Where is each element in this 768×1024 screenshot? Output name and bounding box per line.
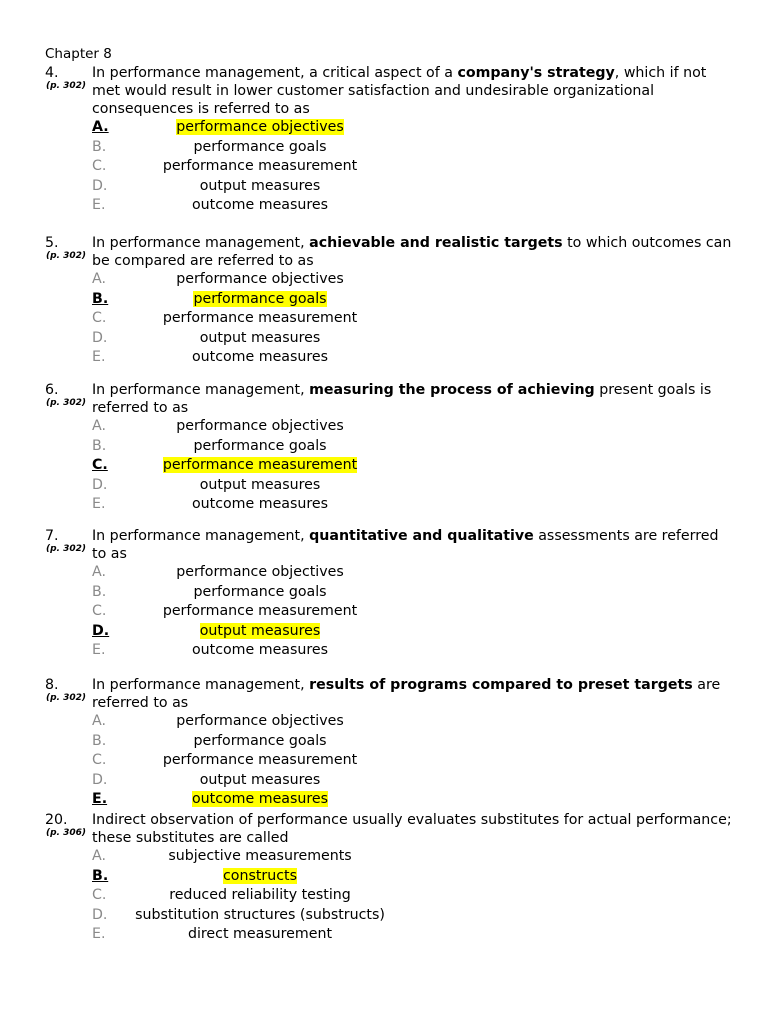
choice-text-wrapper — [0, 790, 520, 808]
choice-text: direct measurement — [187, 926, 333, 943]
choice-text-wrapper — [0, 906, 520, 924]
choice-text-wrapper — [0, 270, 520, 288]
stem-text: In performance management, a critical aspect of a — [92, 65, 458, 81]
choice-text: performance measurement — [162, 603, 358, 620]
choice-letter: A. — [92, 418, 106, 434]
answer-choice — [0, 771, 768, 791]
choice-letter: E. — [92, 926, 106, 943]
choice-text: performance measurement — [162, 752, 358, 769]
page-reference: (p. 306) — [46, 828, 87, 838]
stem-text: In performance management, — [92, 382, 310, 398]
choice-text: performance goals — [193, 437, 327, 454]
choice-text-wrapper — [0, 309, 520, 327]
answer-choice — [0, 348, 768, 368]
question-stem — [92, 234, 732, 270]
choice-letter: A. — [92, 564, 106, 580]
choice-letter: C. — [92, 457, 108, 474]
choice-text-wrapper — [0, 196, 520, 214]
answer-choice — [0, 641, 768, 661]
choice-text-wrapper — [0, 138, 520, 156]
page-reference: (p. 302) — [46, 251, 87, 261]
question-number: 5. — [45, 235, 59, 251]
stem-emphasis: quantitative and qualitative — [309, 528, 534, 544]
choice-text-wrapper — [0, 118, 520, 136]
choice-text: performance objectives — [176, 271, 344, 287]
choice-text-wrapper — [0, 732, 520, 750]
choice-letter: D. — [92, 771, 108, 788]
stem-text: to which outcomes can be compared are referred to as — [92, 235, 732, 269]
stem-text: are referred to as — [92, 677, 721, 711]
choice-text-wrapper — [0, 602, 520, 620]
answer-choice — [0, 925, 768, 945]
highlighted-answer-text: performance goals — [193, 290, 327, 307]
question-stem — [92, 676, 732, 712]
choice-text-wrapper — [0, 157, 520, 175]
question-number: 20. — [45, 812, 68, 828]
choice-text: outcome measures — [191, 642, 329, 659]
answer-choice — [0, 417, 768, 437]
question-stem — [92, 381, 732, 417]
choice-text: outcome measures — [191, 349, 329, 366]
correct-choice — [0, 118, 768, 138]
stem-text: In performance management, — [92, 528, 310, 544]
stem-text: Indirect observation of performance usually evaluates substitutes for actual performance; these substitutes are called — [92, 812, 732, 846]
answer-choice — [0, 495, 768, 515]
question-number: 7. — [45, 528, 59, 544]
answer-choice — [0, 270, 768, 290]
answer-choice — [0, 309, 768, 329]
answer-choice — [0, 583, 768, 603]
answer-choice — [0, 602, 768, 622]
choice-letter: E. — [92, 642, 106, 659]
choice-text-wrapper — [0, 177, 520, 195]
choice-text-wrapper — [0, 622, 520, 640]
choice-text: subjective measurements — [168, 848, 352, 864]
correct-choice — [0, 456, 768, 476]
page-reference: (p. 302) — [46, 398, 87, 408]
choice-text-wrapper — [0, 771, 520, 789]
choice-letter: C. — [92, 158, 107, 175]
correct-choice — [0, 867, 768, 887]
choice-text: reduced reliability testing — [169, 887, 351, 904]
choice-letter: C. — [92, 752, 107, 769]
choice-text: output measures — [199, 476, 321, 493]
choice-letter: D. — [92, 622, 110, 639]
choice-letter: B. — [92, 138, 107, 155]
choice-letter: B. — [92, 867, 109, 884]
answer-choice — [0, 886, 768, 906]
stem-emphasis: achievable and realistic targets — [309, 235, 563, 251]
correct-choice — [0, 290, 768, 310]
stem-text: , which if not met would result in lower customer satisfaction and undesirable organizational consequences is referred to as — [92, 65, 707, 117]
choice-text: performance goals — [193, 138, 327, 155]
choice-text: output measures — [199, 771, 321, 788]
choice-text: performance objectives — [176, 418, 344, 434]
choice-text-wrapper — [0, 583, 520, 601]
choice-letter: E. — [92, 791, 108, 808]
choice-text: performance objectives — [176, 713, 344, 729]
correct-choice — [0, 622, 768, 642]
choice-text-wrapper — [0, 417, 520, 435]
answer-choice — [0, 847, 768, 867]
stem-text: In performance management, — [92, 235, 310, 251]
page-reference: (p. 302) — [46, 81, 87, 91]
answer-choice — [0, 329, 768, 349]
choice-text-wrapper — [0, 476, 520, 494]
choice-text-wrapper — [0, 563, 520, 581]
choice-text-wrapper — [0, 290, 520, 308]
choice-text-wrapper — [0, 348, 520, 366]
highlighted-answer-text: performance objectives — [176, 119, 344, 135]
choice-letter: A. — [92, 848, 106, 864]
choice-text-wrapper — [0, 641, 520, 659]
choice-text: performance measurement — [162, 158, 358, 175]
choice-letter: A. — [92, 119, 109, 135]
answer-choice — [0, 157, 768, 177]
choice-letter: C. — [92, 603, 107, 620]
highlighted-answer-text: output measures — [199, 622, 321, 639]
choice-text-wrapper — [0, 751, 520, 769]
choice-text: performance measurement — [162, 310, 358, 327]
choice-text-wrapper — [0, 456, 520, 474]
stem-emphasis: results of programs compared to preset targets — [309, 677, 693, 693]
choice-text-wrapper — [0, 925, 520, 943]
stem-emphasis: measuring the process of achieving — [309, 382, 595, 398]
question-stem — [92, 811, 732, 847]
stem-text: assessments are referred to as — [92, 528, 719, 562]
choice-letter: D. — [92, 906, 108, 923]
choice-letter: B. — [92, 583, 107, 600]
choice-letter: B. — [92, 437, 107, 454]
answer-choice — [0, 196, 768, 216]
choice-letter: C. — [92, 310, 107, 327]
question-number: 4. — [45, 65, 59, 81]
choice-letter: B. — [92, 290, 109, 307]
page-reference: (p. 302) — [46, 544, 87, 554]
choice-letter: E. — [92, 349, 106, 366]
choice-text-wrapper — [0, 495, 520, 513]
choice-letter: E. — [92, 197, 106, 214]
choice-text-wrapper — [0, 329, 520, 347]
chapter-title: Chapter 8 — [45, 46, 112, 62]
choice-letter: A. — [92, 271, 106, 287]
choice-text: substitution structures (substructs) — [135, 906, 385, 923]
correct-choice — [0, 790, 768, 810]
answer-choice — [0, 906, 768, 926]
choice-text-wrapper — [0, 867, 520, 885]
answer-choice — [0, 751, 768, 771]
highlighted-answer-text: constructs — [222, 867, 297, 884]
answer-choice — [0, 712, 768, 732]
answer-choice — [0, 563, 768, 583]
choice-letter: C. — [92, 887, 107, 904]
choice-text: outcome measures — [191, 496, 329, 513]
answer-choice — [0, 138, 768, 158]
choice-letter: A. — [92, 713, 106, 729]
choice-letter: D. — [92, 177, 108, 194]
choice-text-wrapper — [0, 886, 520, 904]
answer-choice — [0, 732, 768, 752]
answer-choice — [0, 437, 768, 457]
choice-text: performance goals — [193, 583, 327, 600]
choice-text: output measures — [199, 329, 321, 346]
stem-emphasis: company's strategy — [457, 65, 615, 81]
choice-text: outcome measures — [191, 197, 329, 214]
stem-text: In performance management, — [92, 677, 310, 693]
answer-choice — [0, 177, 768, 197]
question-number: 6. — [45, 382, 59, 398]
choice-text: performance goals — [193, 732, 327, 749]
choice-letter: E. — [92, 496, 106, 513]
choice-text: performance objectives — [176, 564, 344, 580]
choice-letter: D. — [92, 476, 108, 493]
choice-letter: B. — [92, 732, 107, 749]
question-number: 8. — [45, 677, 59, 693]
stem-text: present goals is referred to as — [92, 382, 712, 416]
highlighted-answer-text: performance measurement — [162, 457, 358, 474]
choice-letter: D. — [92, 329, 108, 346]
choice-text-wrapper — [0, 437, 520, 455]
choice-text: output measures — [199, 177, 321, 194]
answer-choice — [0, 476, 768, 496]
question-stem — [92, 64, 732, 118]
choice-text-wrapper — [0, 712, 520, 730]
choice-text-wrapper — [0, 847, 520, 865]
question-stem — [92, 527, 732, 563]
page-reference: (p. 302) — [46, 693, 87, 703]
highlighted-answer-text: outcome measures — [191, 791, 329, 808]
